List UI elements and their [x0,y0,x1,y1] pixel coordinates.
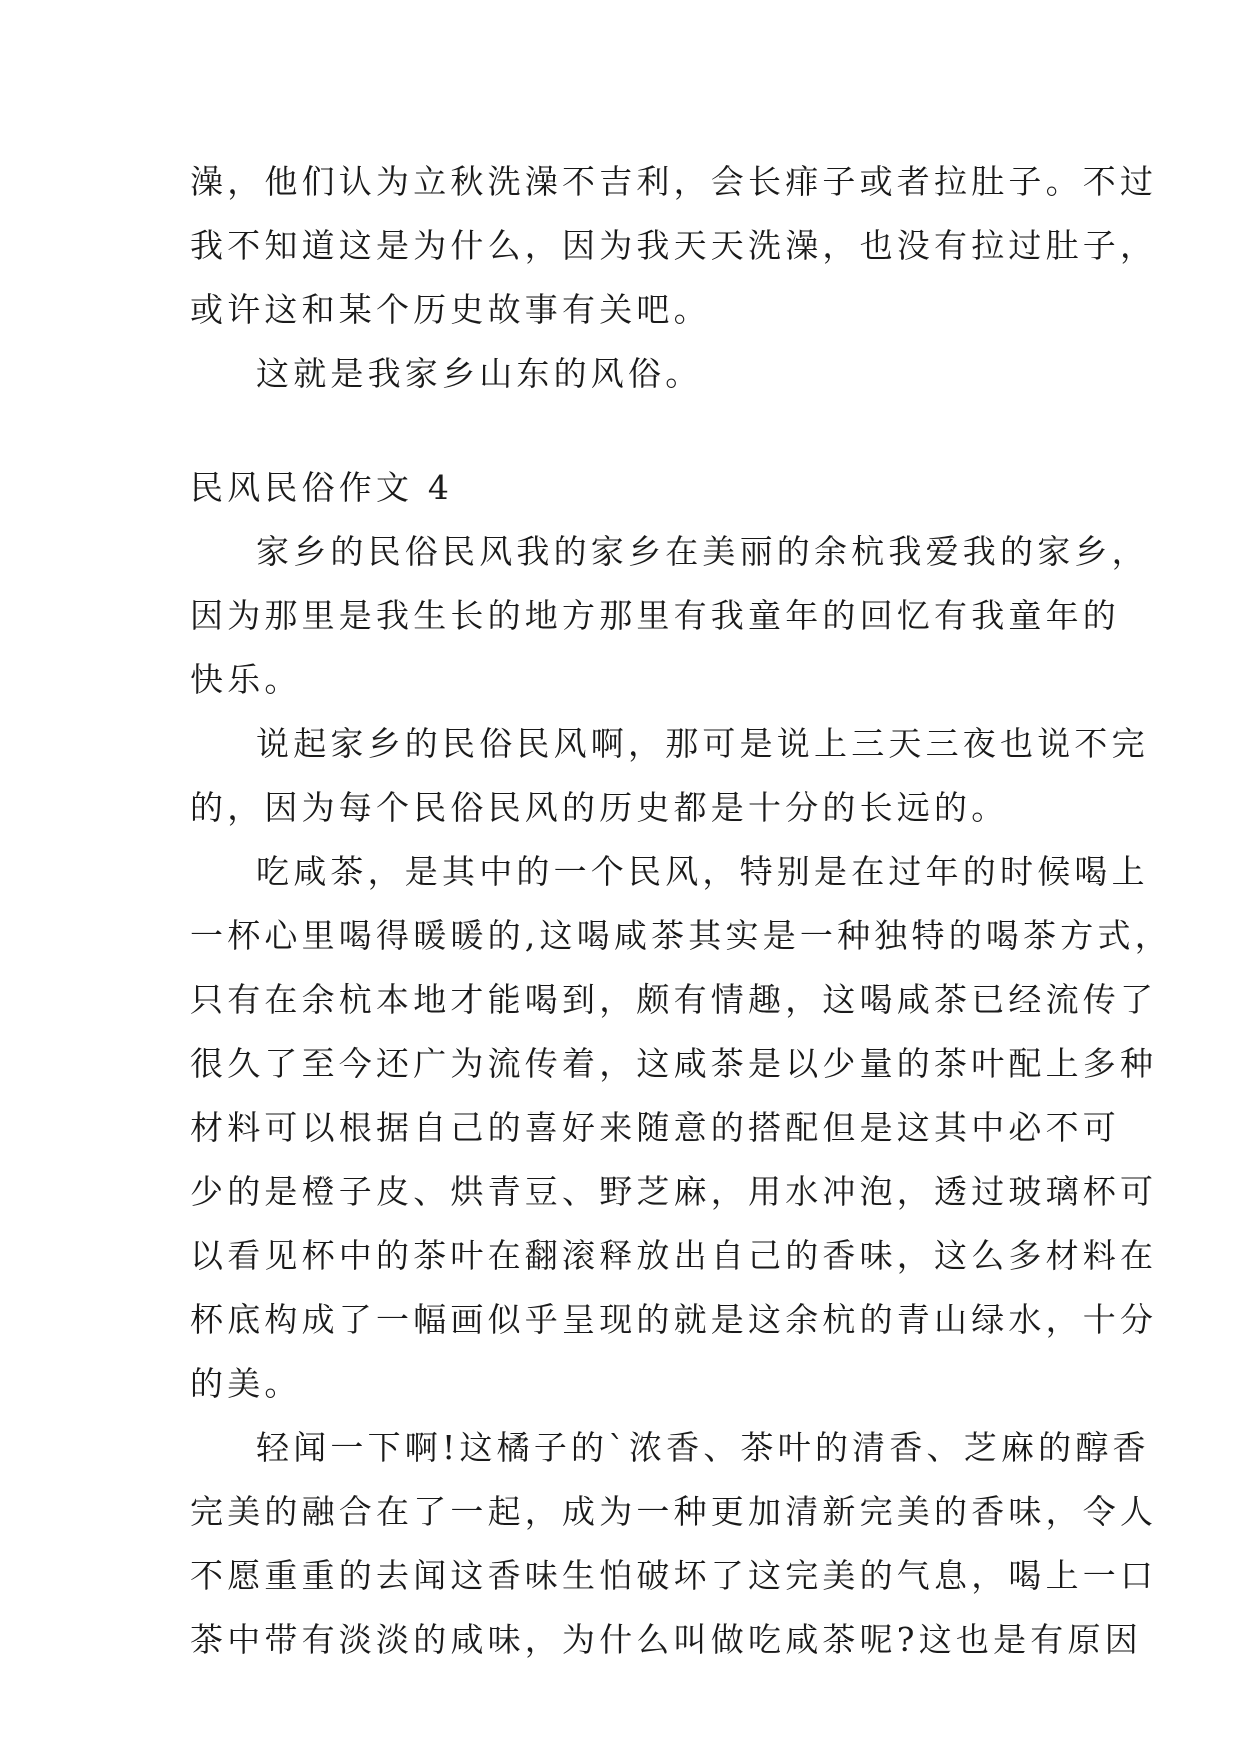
section-heading [190,456,1070,520]
text-line: 很久了至今还广为流传着，这咸茶是以少量的茶叶配上多种 [190,1044,1158,1083]
text-line: 一杯心里喝得暖暖的,这喝咸茶其实是一种独特的喝茶方式， [190,916,1172,955]
text-line: 因为那里是我生长的地方那里有我童年的回忆有我童年的 [190,596,1120,635]
text-line: 杯底构成了一幅画似乎呈现的就是这余杭的青山绿水，十分 [190,1300,1158,1339]
paragraph [190,520,1149,712]
document-body [190,150,1172,1672]
text-line: 完美的融合在了一起，成为一种更加清新完美的香味，令人 [190,1492,1158,1531]
text-line: 材料可以根据自己的喜好来随意的搭配但是这其中必不可 [190,1108,1120,1147]
text-line: 的，因为每个民俗民风的历史都是十分的长远的。 [190,788,1009,827]
text-line: 说起家乡的民俗民风啊，那可是说上三天三夜也说不完 [256,724,1149,763]
text-line: 的美。 [190,1364,302,1403]
paragraph [190,1416,1158,1672]
paragraph [190,840,1172,1416]
paragraph [190,712,1149,840]
text-line: 不愿重重的去闻这香味生怕破坏了这完美的气息，喝上一口 [190,1556,1158,1595]
paragraph [190,150,1158,342]
heading-text: 民风民俗作文 4 [190,468,454,507]
text-line: 少的是橙子皮、烘青豆、野芝麻，用水冲泡，透过玻璃杯可 [190,1172,1158,1211]
text-line: 只有在余杭本地才能喝到，颇有情趣，这喝咸茶已经流传了 [190,980,1158,1019]
text-line: 这就是我家乡山东的风俗。 [256,354,703,393]
text-line: 吃咸茶，是其中的一个民风，特别是在过年的时候喝上 [256,852,1149,891]
text-line: 以看见杯中的茶叶在翻滚释放出自己的香味，这么多材料在 [190,1236,1158,1275]
text-line: 家乡的民俗民风我的家乡在美丽的余杭我爱我的家乡， [256,532,1149,571]
text-line: 轻闻一下啊!这橘子的`浓香、茶叶的清香、芝麻的醇香 [256,1428,1150,1467]
text-line: 我不知道这是为什么，因为我天天洗澡，也没有拉过肚子， [190,226,1158,265]
text-line: 或许这和某个历史故事有关吧。 [190,290,711,329]
paragraph [190,342,1070,406]
text-line: 快乐。 [190,660,302,699]
text-line: 茶中带有淡淡的咸味，为什么叫做吃咸茶呢?这也是有原因 [190,1620,1142,1659]
text-line: 澡，他们认为立秋洗澡不吉利，会长痱子或者拉肚子。不过 [190,162,1158,201]
